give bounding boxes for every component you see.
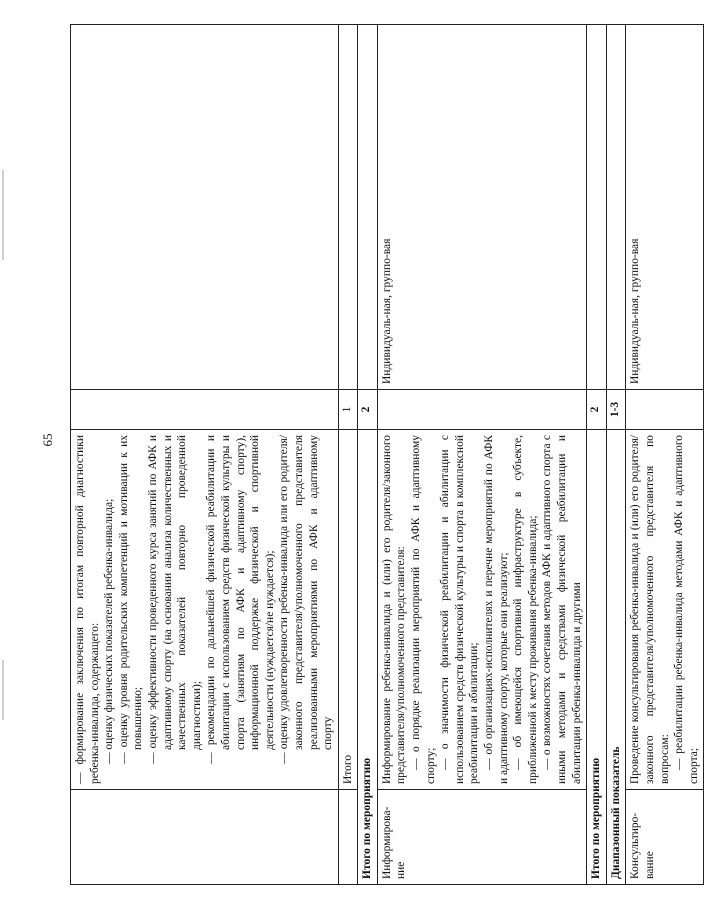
- event-name-informing: Информирова-ние: [377, 790, 586, 885]
- count-cell: [626, 390, 704, 430]
- list-item: — о порядке реализации мероприятий по АФК и адаптивному спорту;: [410, 435, 437, 784]
- table-row: [606, 25, 626, 885]
- total-event-value: 2: [358, 390, 378, 430]
- list-item: — о возможностях сочетания методов АФК и адаптивного спорта с иными методами и средствами физической реабилитации и абилитации ребенка-инвалида и другими: [541, 435, 583, 784]
- range-value: 1-3: [606, 390, 626, 430]
- count-cell: [71, 390, 339, 430]
- empty-cell: [606, 25, 626, 390]
- empty-cell: [338, 790, 358, 885]
- scan-edge-mark: [2, 170, 4, 260]
- list-item: — об имеющейся спортивной инфраструктуре в субъекте, приближенной к месту проживания ребенка-инвалида;: [512, 435, 539, 784]
- table-row: [377, 25, 586, 885]
- table-row: [587, 25, 607, 885]
- list-item: Проведение консультирования ребенка-инвалида и (или) его родителя/законного представителя/уполномоченного представителя по вопросам:: [629, 435, 671, 784]
- event-name-cell: [71, 790, 339, 885]
- event-name-consulting: Консультиро-вание: [626, 790, 704, 885]
- informing-total-label: Итого по мероприятию: [587, 430, 607, 885]
- form-cell: [71, 25, 339, 390]
- list-item: — оценку физических показателей ребенка-инвалида;: [103, 498, 116, 764]
- count-cell: [377, 390, 586, 430]
- total-value: 1: [338, 390, 358, 430]
- page-number: 65: [40, 433, 55, 447]
- measures-table: [70, 24, 704, 885]
- table-row: [71, 25, 339, 885]
- content-cell-consulting: [626, 430, 704, 790]
- range-label: Диапазонный показатель: [606, 430, 626, 885]
- list-item: — формирование заключения по итогам повторной диагностики ребенка-инвалида, содержащего:: [74, 435, 101, 784]
- list-item: — о значимости физической реабилитации и абилитации с использованием средств физической культуры и спорта в комплексной реабилитации и абилитации;: [439, 435, 481, 784]
- rotated-page: [70, 25, 700, 885]
- content-cell: [71, 430, 339, 790]
- form-consulting: Индивидуаль-ная, группо-вая: [626, 25, 704, 390]
- empty-cell: [587, 25, 607, 390]
- informing-total-value: 2: [587, 390, 607, 430]
- list-item: — реабилитации ребенка-инвалида методами АФК и адаптивного спорта;: [673, 435, 700, 784]
- table-row: [358, 25, 378, 885]
- list-item: — оценку уровня родительских компетенций и мотивации к их повышению;: [117, 435, 145, 764]
- form-informing: Индивидуаль-ная, группо-вая: [377, 25, 586, 390]
- content-cell-informing: [377, 430, 586, 790]
- list-item: — оценку удовлетворенности ребенка-инвалида или его родителя/законного представителя/уполномоченного представителя реализованными мероприятиями по АФК и адаптивному спорту: [278, 435, 335, 764]
- list-item: — оценку эффективности проведенного курса занятий по АФК и адаптивному спорту (на основании анализа количественных и качественных показателей повторно проведенной диагностики);: [146, 435, 203, 764]
- list-item: — об организациях-исполнителях и перечне мероприятий по АФК и адаптивному спорту, которые они реализуют;: [483, 435, 510, 784]
- table-row: [626, 25, 704, 885]
- empty-cell: [358, 25, 378, 390]
- total-event-label: Итого по мероприятию: [358, 430, 378, 885]
- table-container: [70, 25, 700, 885]
- empty-cell: [338, 25, 358, 390]
- list-item: Информирование ребенка-инвалида и (или) его родителя/законного представителя/уполномоченного представителя:: [380, 435, 408, 784]
- scan-edge-mark: [2, 660, 4, 720]
- total-label: Итого: [338, 430, 358, 790]
- list-item: — рекомендации по дальнейшей физической реабилитации и абилитации с использованием средств физической культуры и спорта (занятиям по АФК и адаптивному спорту), информационной поддержке физической и спортивной деятельности (нуждается/не нуждается);: [205, 435, 276, 764]
- table-row: [338, 25, 358, 885]
